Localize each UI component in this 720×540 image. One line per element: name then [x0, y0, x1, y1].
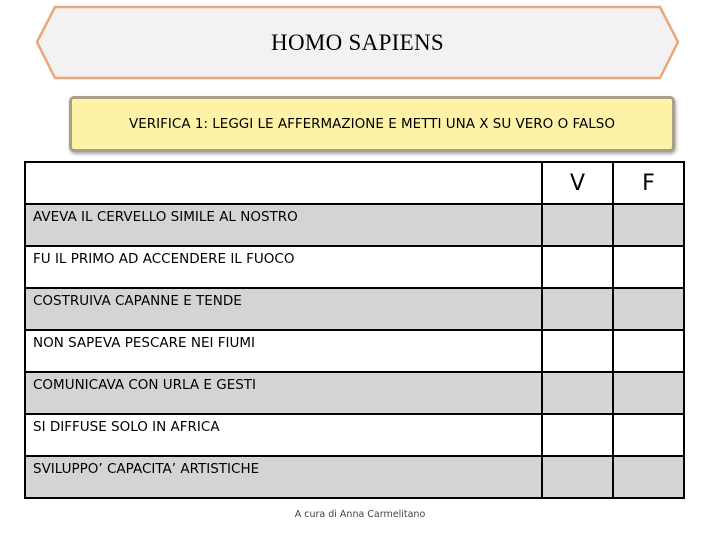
true-false-table — [24, 161, 685, 499]
page-title: HOMO SAPIENS — [271, 29, 444, 55]
statement-text: SI DIFFUSE SOLO IN AFRICA — [25, 414, 542, 456]
table-row — [25, 288, 684, 330]
header-false: F — [613, 162, 684, 204]
header-true: V — [542, 162, 613, 204]
table-row — [25, 204, 684, 246]
header-blank-cell — [25, 162, 542, 204]
statement-text: NON SAPEVA PESCARE NEI FIUMI — [25, 330, 542, 372]
title-banner — [35, 5, 680, 80]
table-row — [25, 330, 684, 372]
false-checkbox-cell[interactable] — [613, 414, 684, 456]
false-checkbox-cell[interactable] — [613, 204, 684, 246]
table-row — [25, 372, 684, 414]
instruction-box: VERIFICA 1: LEGGI LE AFFERMAZIONE E METTI UNA X SU VERO O FALSO — [69, 96, 675, 152]
false-checkbox-cell[interactable] — [613, 288, 684, 330]
true-checkbox-cell[interactable] — [542, 288, 613, 330]
table-row — [25, 246, 684, 288]
author-footer: A cura di Anna Carmelitano — [294, 509, 426, 520]
false-checkbox-cell[interactable] — [613, 372, 684, 414]
statement-text: FU IL PRIMO AD ACCENDERE IL FUOCO — [25, 246, 542, 288]
statement-text: SVILUPPO’ CAPACITA’ ARTISTICHE — [25, 456, 542, 498]
true-checkbox-cell[interactable] — [542, 330, 613, 372]
true-checkbox-cell[interactable] — [542, 414, 613, 456]
true-checkbox-cell[interactable] — [542, 372, 613, 414]
statement-text: COSTRUIVA CAPANNE E TENDE — [25, 288, 542, 330]
table-row — [25, 456, 684, 498]
false-checkbox-cell[interactable] — [613, 456, 684, 498]
false-checkbox-cell[interactable] — [613, 330, 684, 372]
true-checkbox-cell[interactable] — [542, 204, 613, 246]
statement-text: AVEVA IL CERVELLO SIMILE AL NOSTRO — [25, 204, 542, 246]
statement-text: COMUNICAVA CON URLA E GESTI — [25, 372, 542, 414]
true-checkbox-cell[interactable] — [542, 246, 613, 288]
false-checkbox-cell[interactable] — [613, 246, 684, 288]
true-checkbox-cell[interactable] — [542, 456, 613, 498]
table-row — [25, 414, 684, 456]
